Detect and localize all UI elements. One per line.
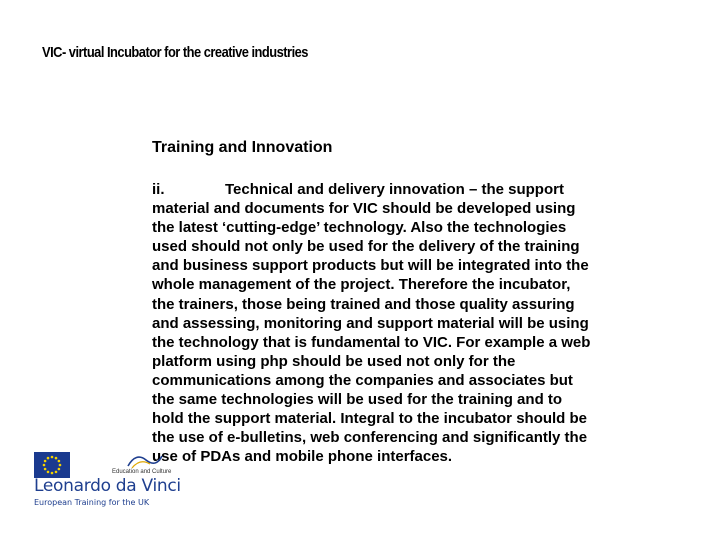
section-title: Training and Innovation bbox=[152, 139, 333, 156]
body-line: the technology that is fundamental to VIC. For example a web bbox=[152, 333, 591, 351]
logo-tagline: European Training for the UK bbox=[34, 498, 150, 507]
body-line: the latest ‘cutting-edge’ technology. Also the technologies bbox=[152, 219, 567, 237]
body-line: platform using php should be used not only for the bbox=[152, 352, 516, 370]
list-item-marker: ii. bbox=[152, 181, 165, 198]
body-line: the trainers, those being trained and those quality assuring bbox=[152, 295, 575, 313]
body-line: hold the support material. Integral to the incubator should be bbox=[152, 410, 588, 428]
body-line: use of PDAs and mobile phone interfaces. bbox=[152, 448, 453, 466]
slide-header-title: VIC- virtual Incubator for the creative industries bbox=[42, 44, 308, 61]
eu-flag-icon bbox=[34, 452, 70, 478]
eu-stars-icon bbox=[34, 452, 70, 478]
programme-mark-icon bbox=[124, 450, 164, 470]
body-line-text: Technical and delivery innovation – the support bbox=[225, 181, 564, 198]
programme-caption: Education and Culture bbox=[112, 469, 172, 475]
logo-wordmark: Leonardo da Vinci bbox=[34, 476, 181, 496]
slide-content bbox=[152, 138, 632, 466]
body-line: material and documents for VIC should be developed using bbox=[152, 200, 576, 218]
body-line: the use of e-bulletins, web conferencing and significantly the bbox=[152, 429, 588, 447]
body-line: and assessing, monitoring and support material will be using bbox=[152, 314, 589, 332]
body-line bbox=[152, 180, 632, 199]
leonardo-da-vinci-logo bbox=[34, 450, 181, 512]
body-line: and business support products but will be integrated into the bbox=[152, 257, 589, 275]
body-line: whole management of the project. Therefore the incubator, bbox=[152, 276, 571, 294]
body-line: used should not only be used for the delivery of the training bbox=[152, 238, 580, 256]
body-line: the same technologies will be used for the training and to bbox=[152, 391, 563, 409]
body-paragraph bbox=[152, 180, 632, 466]
body-line: communications among the companies and associates but bbox=[152, 371, 573, 389]
